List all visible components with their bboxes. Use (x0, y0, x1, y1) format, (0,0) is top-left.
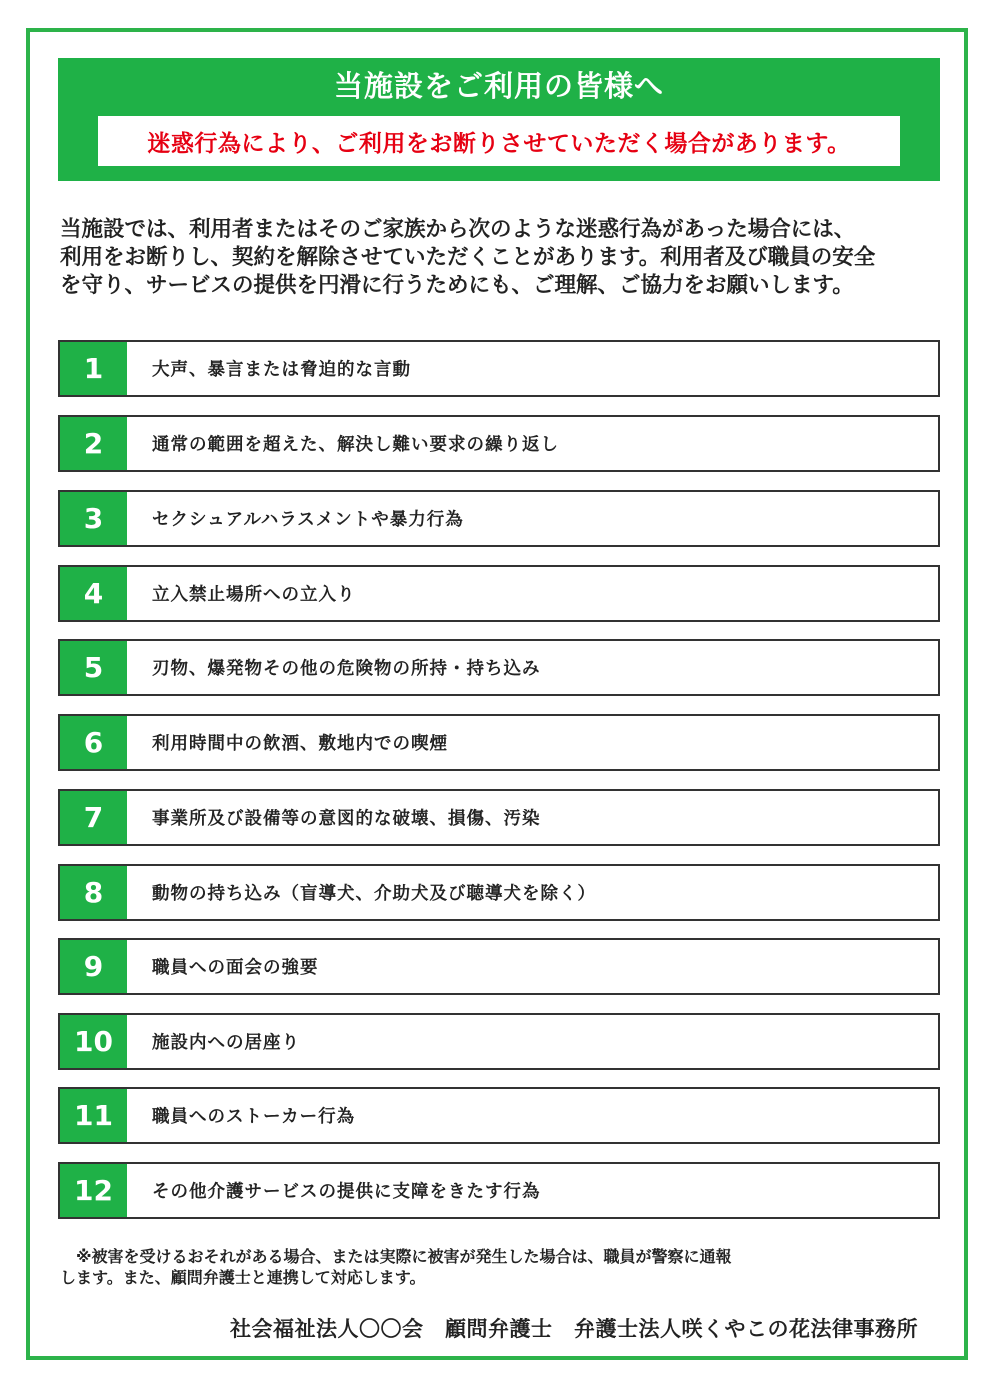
item-number: 2 (60, 417, 127, 470)
item-number: 11 (60, 1089, 127, 1142)
item-text: 利用時間中の飲酒、敷地内での喫煙 (152, 734, 448, 754)
issuer-signature: 社会福祉法人〇〇会 顧問弁護士 弁護士法人咲くやこの花法律事務所 (230, 1317, 918, 1341)
item-number: 9 (60, 940, 127, 993)
item-number: 3 (60, 492, 127, 545)
list-item (58, 864, 940, 921)
item-number: 6 (60, 716, 127, 769)
item-text: 施設内への居座り (152, 1033, 300, 1053)
list-item (58, 1013, 940, 1070)
list-item (58, 1162, 940, 1219)
header-panel (58, 58, 940, 181)
list-item (58, 1087, 940, 1144)
list-item (58, 789, 940, 846)
item-number: 1 (60, 342, 127, 395)
item-number: 5 (60, 641, 127, 694)
item-text: 事業所及び設備等の意図的な破壊、損傷、汚染 (152, 809, 541, 829)
item-number: 8 (60, 866, 127, 919)
item-text: 通常の範囲を超えた、解決し難い要求の繰り返し (152, 435, 559, 455)
item-text: セクシュアルハラスメントや暴力行為 (152, 510, 464, 530)
item-number: 10 (60, 1015, 127, 1068)
list-item (58, 340, 940, 397)
item-text: その他介護サービスの提供に支障をきたす行為 (152, 1182, 541, 1202)
page-title: 当施設をご利用の皆様へ (333, 69, 664, 103)
list-item (58, 415, 940, 472)
item-text: 職員へのストーカー行為 (152, 1107, 356, 1127)
list-item (58, 639, 940, 696)
list-item (58, 714, 940, 771)
list-item (58, 565, 940, 622)
warning-banner (98, 116, 900, 166)
item-text: 立入禁止場所への立入り (152, 585, 356, 605)
item-text: 職員への面会の強要 (152, 958, 319, 978)
item-number: 7 (60, 791, 127, 844)
item-text: 動物の持ち込み（盲導犬、介助犬及び聴導犬を除く） (152, 884, 596, 904)
item-text: 大声、暴言または脅迫的な言動 (152, 360, 411, 380)
list-item (58, 938, 940, 995)
footnote: ※被害を受けるおそれがある場合、または実際に被害が発生した場合は、職員が警察に通報 します。また、顧問弁護士と連携して対応します。 (60, 1247, 732, 1287)
item-text: 刃物、爆発物その他の危険物の所持・持ち込み (152, 659, 541, 679)
item-number: 12 (60, 1164, 127, 1217)
warning-subtitle: 迷惑行為により、ご利用をお断りさせていただく場合があります。 (147, 130, 851, 157)
list-item (58, 490, 940, 547)
item-number: 4 (60, 567, 127, 620)
intro-paragraph: 当施設では、利用者またはそのご家族から次のような迷惑行為があった場合には、 利用をお断りし、契約を解除させていただくことがあります。利用者及び職員の安全 を守り、サービスの提供を円滑に行うためにも、ご理解、ご協力をお願いします。 (60, 217, 876, 298)
